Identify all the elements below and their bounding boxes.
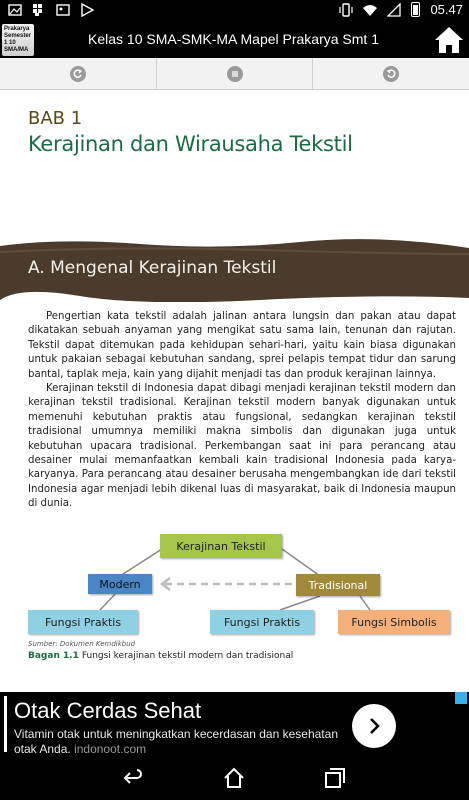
previous-icon — [70, 66, 86, 82]
home-icon[interactable] — [433, 24, 465, 56]
app-title: Kelas 10 SMA-SMK-MA Mapel Prakarya Smt 1 — [88, 31, 379, 47]
ad-banner[interactable] — [0, 692, 469, 756]
previous-button[interactable] — [0, 58, 157, 89]
caption-text: Fungsi kerajinan tekstil modern dan tradisional — [81, 651, 294, 661]
ad-title[interactable]: Otak Cerdas Sehat — [14, 698, 202, 723]
diagram-node-fungsi-praktis-modern: Fungsi Praktis — [28, 610, 138, 634]
paragraph: Kerajinan tekstil di Indonesia dapat dibagi menjadi kerajinan tekstil modern dan kerajinan tekstil tradisional. Kerajinan tekstil modern banyak digunakan untuk memenuhi kebutuhan praktis atau fungsional, sedangkan kerajinan tekstil tradisional umumnya memiliki makna simbolis dan digunakan juga untuk kebutuhan upacara tradisional. Perkembangan saat ini para perancang atau desainer mulai memanfaatkan kembali kain tradisional Indonesia pada karya-karyanya. Para perancang atau desainer berusaha mengembangkan ide dari tekstil Indonesia agar menjadi lebih dikenal luas di masyarakat, baik di Indonesia maupun di dunia. — [28, 383, 456, 510]
app-bar — [0, 22, 469, 58]
figure-caption — [28, 651, 293, 661]
diagram-node-tradisional: Tradisional — [296, 574, 380, 596]
list-button[interactable] — [157, 58, 314, 89]
diagram-node-kerajinan-tekstil: Kerajinan Tekstil — [160, 534, 282, 558]
back-icon[interactable] — [121, 766, 145, 790]
diagram-node-modern: Modern — [88, 574, 152, 594]
chapter-title: Kerajinan dan Wirausaha Tekstil — [28, 132, 353, 156]
diagram-node-fungsi-simbolis: Fungsi Simbolis — [338, 610, 450, 634]
play-store-icon — [80, 3, 94, 17]
next-button[interactable] — [313, 58, 469, 89]
system-nav-bar — [0, 756, 469, 800]
notification-icons — [8, 3, 94, 17]
ad-description-text: Vitamin otak untuk meningkatkan kecerdasan dan kesehatan otak Anda. — [14, 727, 338, 756]
list-icon — [227, 66, 243, 82]
paragraph: Pengertian kata tekstil adalah jalinan antara lungsin dan pakan atau dapat dikatakan sebuah anyaman yang mengikat satu sama lain, tenunan dan rajutan. Tekstil dapat ditemukan pada kehidupan sehari-hari, yaitu kain biasa digunakan untuk pakaian sebagai kebutuhan sandang, sprei pelapis tempat tidur dan sarung bantal, taplak meja, kain yang dijahit menjadi tas dan produk kerajinan lainnya. — [28, 311, 456, 380]
ad-open-button[interactable] — [352, 704, 396, 748]
ad-host: indonoot.com — [74, 742, 147, 756]
figure-source: Sumber: Dokumen Kemdikbud — [28, 640, 136, 648]
status-bar — [0, 0, 469, 22]
book-page[interactable] — [0, 90, 469, 692]
battery-icon — [411, 2, 420, 17]
photo-icon — [8, 3, 22, 17]
ad-description — [14, 727, 354, 757]
diagram-node-fungsi-praktis-tradisional: Fungsi Praktis — [210, 610, 314, 634]
chevron-right-icon — [365, 717, 383, 735]
body-text — [28, 310, 456, 512]
page-nav-strip — [0, 58, 469, 90]
section-title: A. Mengenal Kerajinan Tekstil — [28, 258, 277, 278]
system-icons — [339, 2, 463, 17]
caption-label: Bagan 1.1 — [28, 651, 79, 661]
home-icon[interactable] — [222, 766, 246, 790]
vibrate-icon — [339, 3, 353, 17]
signal-icon — [387, 3, 401, 17]
ad-info-icon[interactable] — [455, 692, 467, 704]
recents-icon[interactable] — [323, 766, 347, 790]
status-time: 05.47 — [430, 2, 463, 17]
bbm-icon — [32, 3, 46, 17]
ad-accent-bar — [4, 696, 7, 752]
app-logo: Prakarya Semester 1 10 SMA/MA — [2, 24, 34, 56]
image-icon — [56, 3, 70, 17]
wifi-icon — [363, 3, 377, 17]
chapter-label: BAB 1 — [28, 108, 83, 129]
next-icon — [383, 66, 399, 82]
